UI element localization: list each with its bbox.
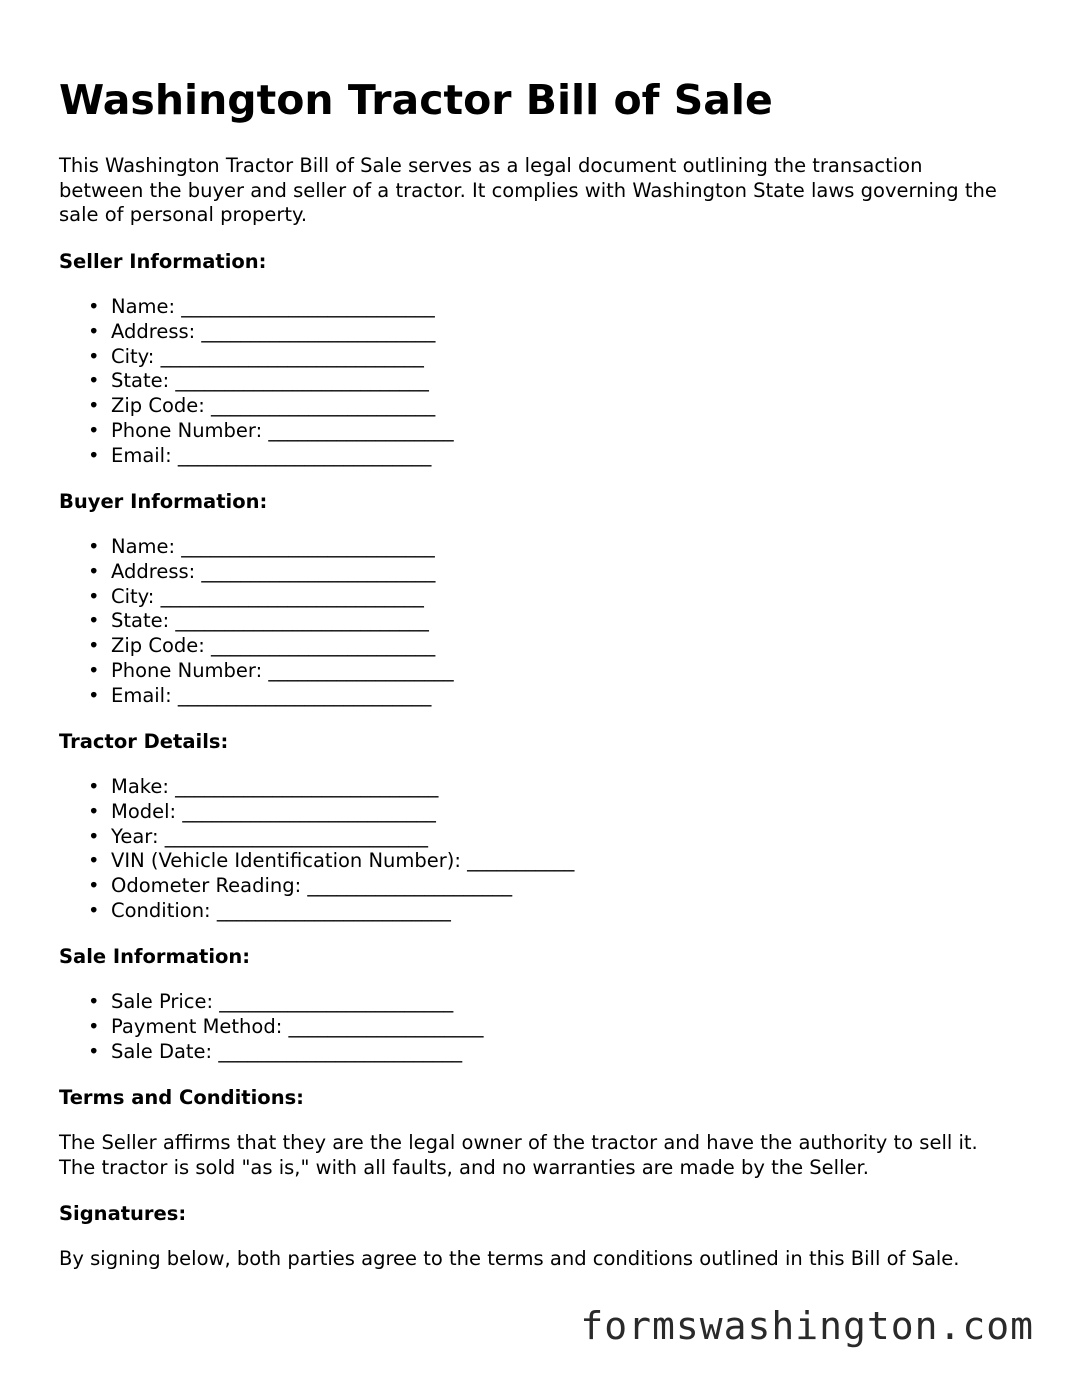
seller-name-field[interactable]: • Name: __________________________ bbox=[88, 295, 435, 318]
tractor-heading: Tractor Details: bbox=[59, 730, 229, 753]
buyer-fields-list bbox=[59, 535, 454, 709]
intro-paragraph: This Washington Tractor Bill of Sale serves as a legal document outlining the transaction between the buyer and seller of a tractor. It complies with Washington State laws governing the sale of personal property. bbox=[59, 154, 997, 227]
seller-phone-field[interactable]: • Phone Number: ___________________ bbox=[88, 418, 454, 442]
tractor-model-field[interactable]: • Model: __________________________ bbox=[88, 799, 436, 823]
terms-paragraph: The Seller affirms that they are the legal owner of the tractor and have the authority to sell it. The tractor is sold "as is," with all faults, and no warranties are made by the Seller. bbox=[59, 1131, 978, 1179]
seller-state-field[interactable]: • State: __________________________ bbox=[88, 369, 429, 393]
seller-city-field[interactable]: • City: ___________________________ bbox=[88, 344, 424, 368]
sale-date-field[interactable]: • Sale Date: _________________________ bbox=[88, 1039, 463, 1063]
seller-heading: Seller Information: bbox=[59, 250, 267, 273]
tractor-fields-list bbox=[59, 775, 574, 924]
buyer-heading: Buyer Information: bbox=[59, 490, 268, 513]
buyer-state-field[interactable]: • State: __________________________ bbox=[88, 609, 429, 633]
tractor-make-field[interactable]: • Make: ___________________________ bbox=[88, 775, 439, 798]
tractor-vin-field[interactable]: • VIN (Vehicle Identification Number): ___________ bbox=[88, 849, 575, 873]
terms-heading: Terms and Conditions: bbox=[59, 1086, 304, 1109]
buyer-city-field[interactable]: • City: ___________________________ bbox=[88, 584, 424, 608]
signatures-paragraph: By signing below, both parties agree to the terms and conditions outlined in this Bill of Sale. bbox=[59, 1247, 960, 1270]
buyer-zip-field[interactable]: • Zip Code: _______________________ bbox=[88, 634, 436, 658]
seller-email-field[interactable]: • Email: __________________________ bbox=[88, 443, 432, 467]
signatures-heading: Signatures: bbox=[59, 1202, 187, 1225]
sale-price-field[interactable]: • Sale Price: ________________________ bbox=[88, 990, 454, 1013]
tractor-odometer-field[interactable]: • Odometer Reading: _____________________ bbox=[88, 874, 513, 898]
tractor-condition-field[interactable]: • Condition: ________________________ bbox=[88, 898, 451, 922]
payment-method-field[interactable]: • Payment Method: ____________________ bbox=[88, 1014, 484, 1038]
seller-fields-list bbox=[59, 295, 454, 469]
buyer-name-field[interactable]: • Name: __________________________ bbox=[88, 535, 435, 558]
tractor-year-field[interactable]: • Year: ___________________________ bbox=[88, 824, 428, 848]
seller-zip-field[interactable]: • Zip Code: _______________________ bbox=[88, 394, 436, 418]
seller-address-field[interactable]: • Address: ________________________ bbox=[88, 319, 436, 343]
sale-fields-list bbox=[59, 990, 483, 1064]
sale-heading: Sale Information: bbox=[59, 945, 251, 968]
watermark-text: formswashington.com bbox=[580, 1304, 1034, 1348]
buyer-email-field[interactable]: • Email: __________________________ bbox=[88, 683, 432, 707]
buyer-address-field[interactable]: • Address: ________________________ bbox=[88, 559, 436, 583]
document-title: Washington Tractor Bill of Sale bbox=[59, 76, 773, 124]
buyer-phone-field[interactable]: • Phone Number: ___________________ bbox=[88, 658, 454, 682]
